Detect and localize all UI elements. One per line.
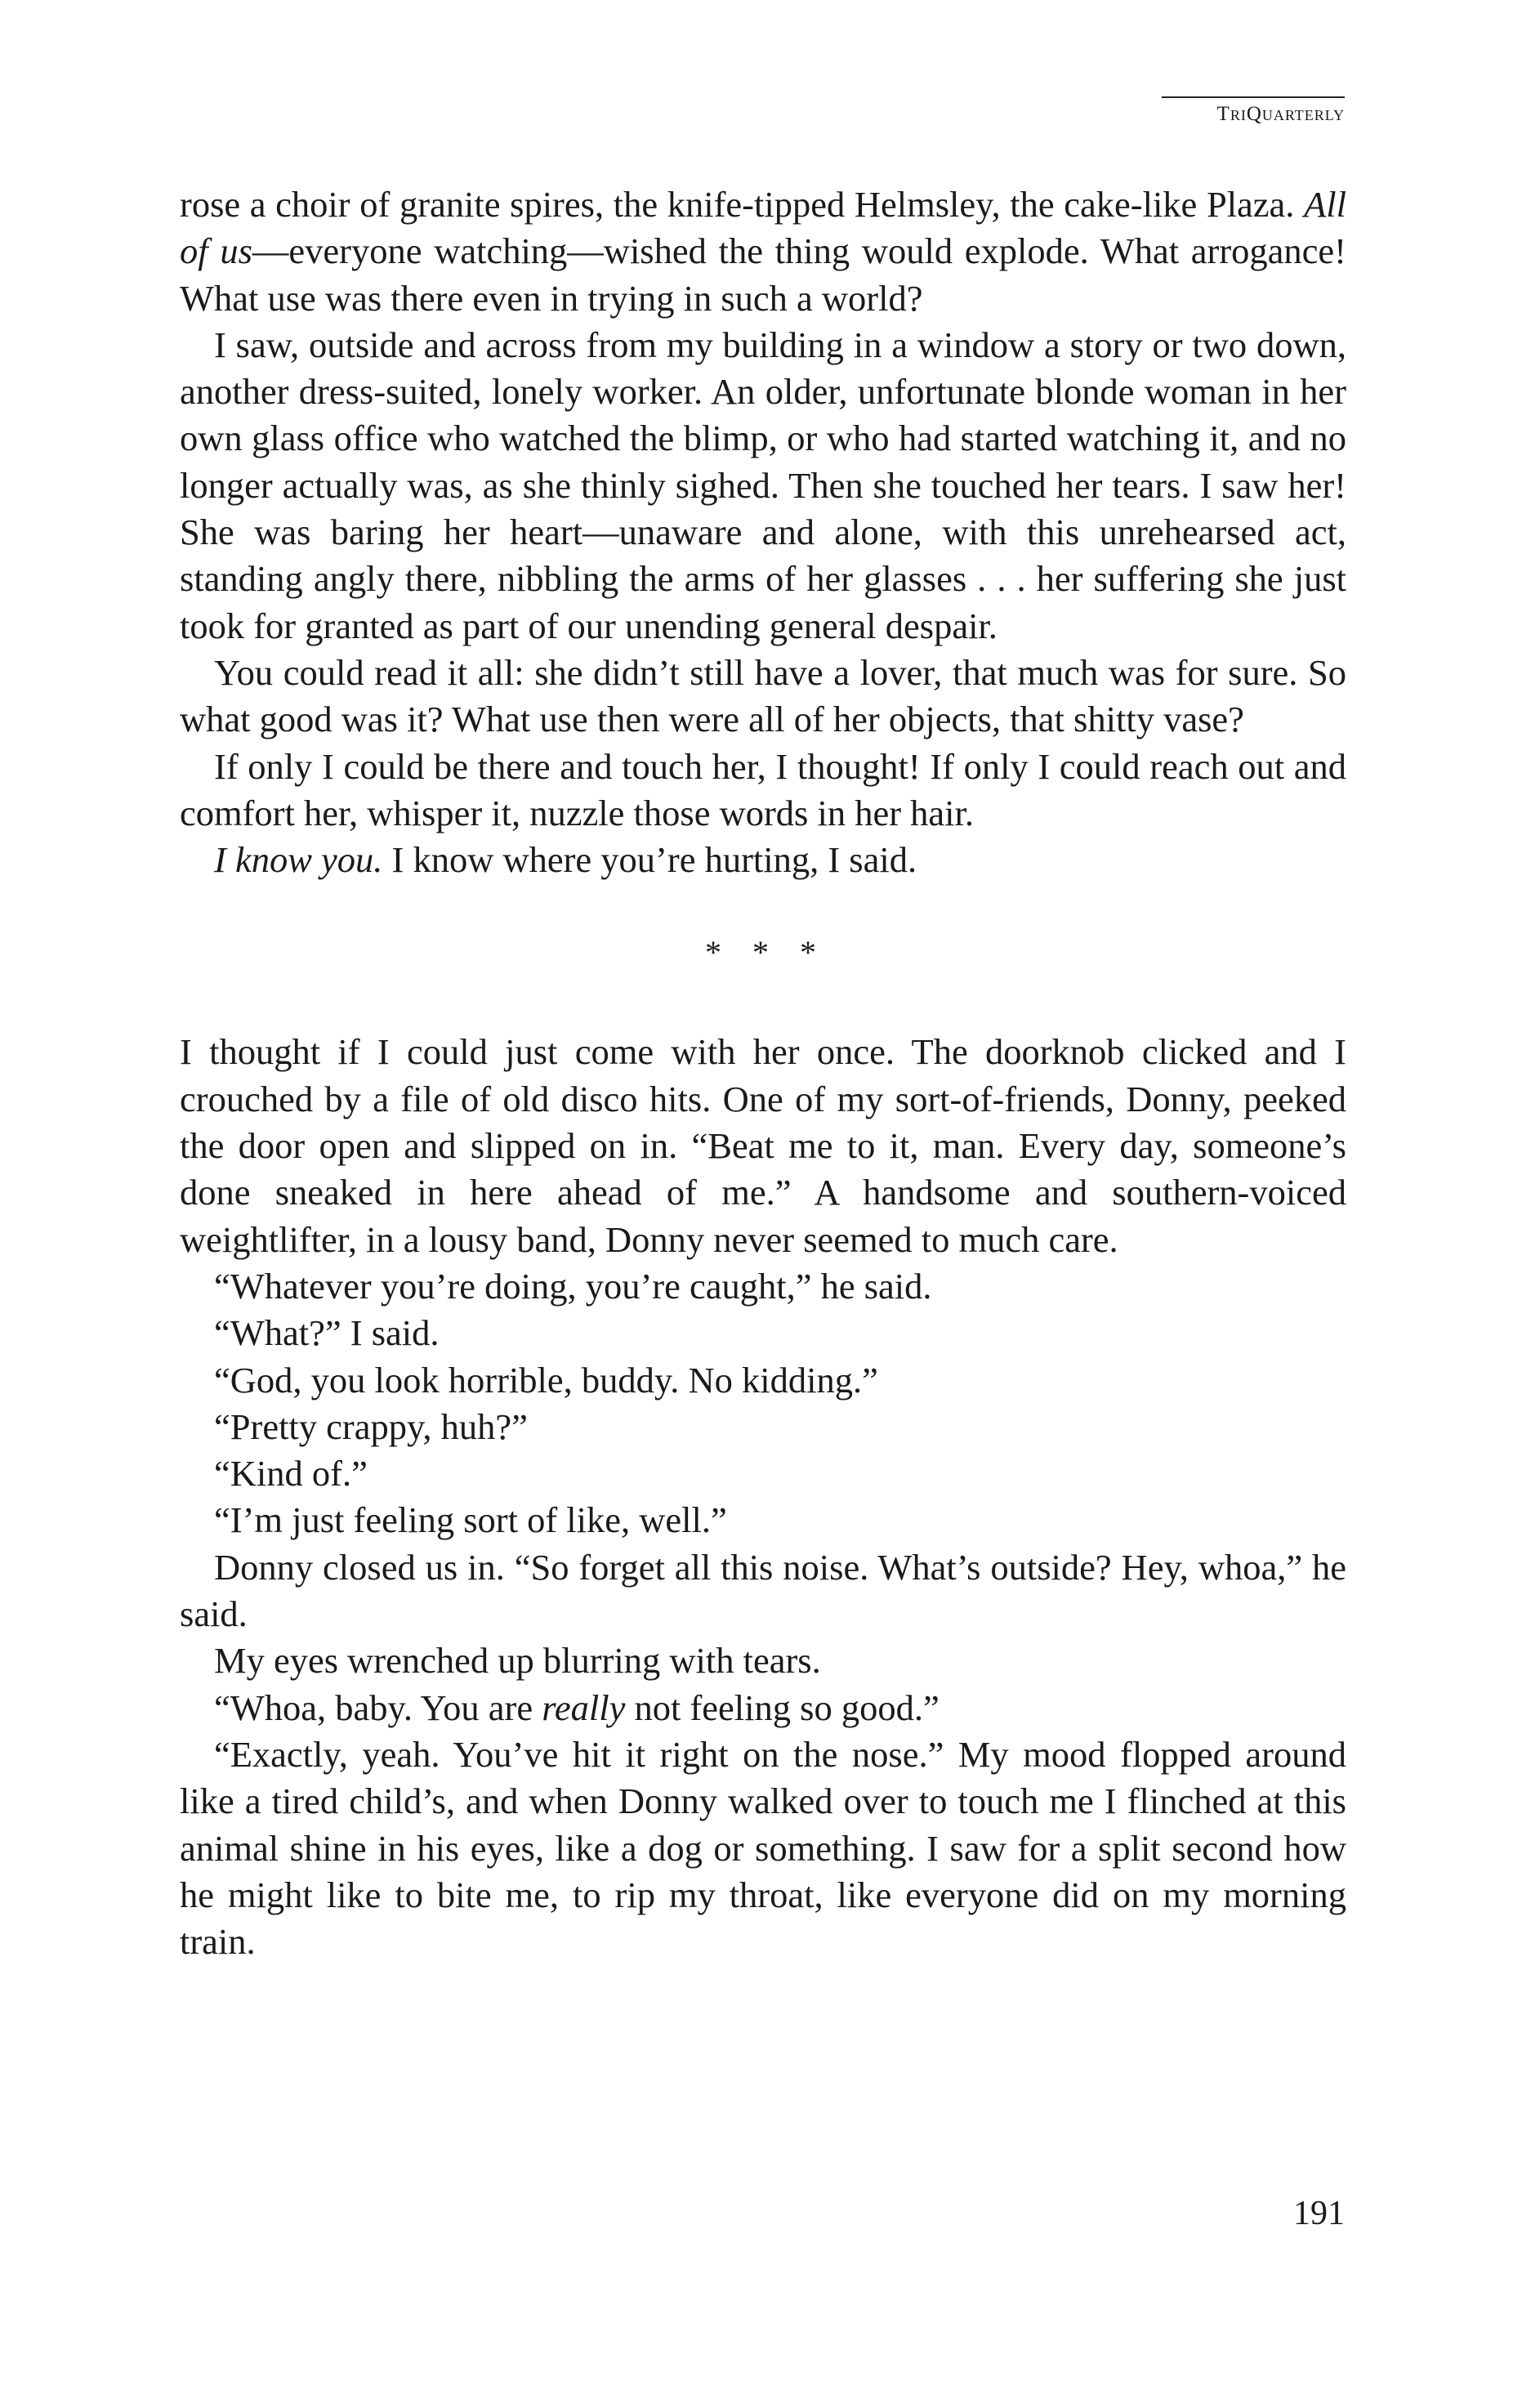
- paragraph: I thought if I could just come with her once. The doorknob clicked and I crouched by a file of old disco hits. One of my sort-of-friends, Donny, peeked the door open and slipped on in. “Beat me to it, man. Every day, someone’s done sneaked in here ahead of me.” A handsome and southern-voiced weightlifter, in a lousy band, Donny never seemed to much care.: [180, 1031, 1346, 1260]
- paragraph: [180, 1685, 1346, 1731]
- body-text: [180, 181, 1346, 1965]
- paragraph: [180, 837, 1346, 883]
- italic-text: All of us: [180, 184, 1346, 272]
- paragraph: Donny closed us in. “So forget all this noise. What’s outside? Hey, whoa,” he said.: [180, 1546, 1346, 1635]
- italic-text: really: [542, 1686, 626, 1728]
- paragraph: “God, you look horrible, buddy. No kidding.”: [214, 1359, 878, 1401]
- paragraph: You could read it all: she didn’t still have a lover, that much was for sure. So what good was it? What use then were all of her objects, that shitty vase?: [180, 651, 1346, 740]
- text-run: I know where you’re hurting, I said.: [382, 839, 917, 881]
- paragraph: “I’m just feeling sort of like, well.”: [214, 1499, 727, 1541]
- paragraph: “Pretty crappy, huh?”: [214, 1405, 528, 1447]
- text-run: rose a choir of granite spires, the knife-tipped Helmsley, the cake-like Plaza.: [180, 184, 1305, 225]
- paragraph: [180, 181, 1346, 322]
- italic-text: I know you.: [214, 839, 383, 881]
- running-head: TriQuarterly: [1162, 96, 1345, 126]
- paragraph: I saw, outside and across from my building in a window a story or two down, another dress-suited, lonely worker. An older, unfortunate blonde woman in her own glass office who watched the blimp, or who had started watching it, and no longer actually was, as she thinly sighed. Then she touched her tears. I saw her! She was baring her heart—unaware and alone, with this unrehearsed act, standing angly there, nibbling the arms of her glasses . . . her suffering she just took for granted as part of our unending general despair.: [180, 324, 1346, 646]
- text-run: “Whoa, baby. You are: [214, 1686, 542, 1728]
- text-run: not feeling so good.”: [625, 1686, 940, 1728]
- section-divider: * * *: [705, 934, 828, 972]
- text-run: —everyone watching—wished the thing would explode. What arrogance! What use was there even in trying in such a world?: [180, 230, 1346, 319]
- paragraph: “Kind of.”: [214, 1453, 368, 1494]
- paragraph: “What?” I said.: [214, 1312, 440, 1354]
- page-number: 191: [1293, 2195, 1345, 2232]
- paragraph: “Exactly, yeah. You’ve hit it right on the nose.” My mood flopped around like a tired child’s, and when Donny walked over to touch me I flinched at this animal shine in his eyes, like a dog or something. I saw for a split second how he might like to bite me, to rip my throat, like everyone did on my morning train.: [180, 1733, 1346, 1963]
- paragraph: “Whatever you’re doing, you’re caught,” he said.: [214, 1265, 932, 1307]
- paragraph: My eyes wrenched up blurring with tears.: [214, 1640, 821, 1682]
- paragraph: If only I could be there and touch her, I thought! If only I could reach out and comfort her, whisper it, nuzzle those words in her hair.: [180, 745, 1346, 833]
